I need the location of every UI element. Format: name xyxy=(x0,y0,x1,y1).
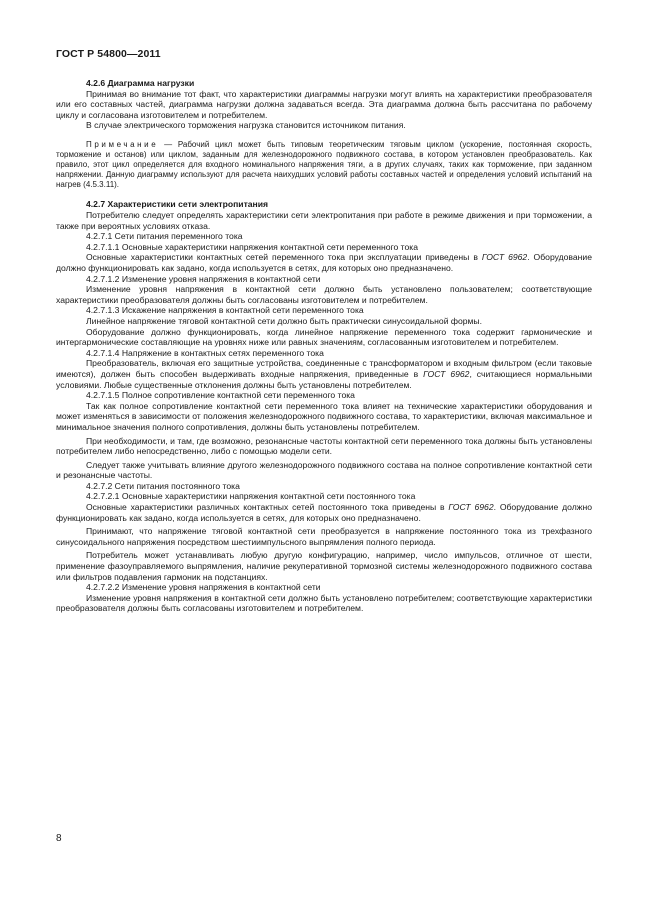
paragraph: Принимают, что напряжение тяговой контактной сети преобразуется в напряжение постоянного тока из трехфазного синусоидального напряжения посредством шестиимпульсного выпрямления полного периода. xyxy=(56,526,592,547)
section-title-4-2-6: 4.2.6 Диаграмма нагрузки xyxy=(86,78,195,88)
subsection-title: 4.2.7.1.2 Изменение уровня напряжения в контактной сети xyxy=(86,273,321,284)
note-paragraph xyxy=(56,140,592,190)
paragraph: Изменение уровня напряжения в контактной сети должно быть установлено пользователем; соответствующие характеристики преобразователя должны быть согласованы изготовителем и потребителем. xyxy=(56,284,592,305)
subsection-title: 4.2.7.1 Сети питания переменного тока xyxy=(86,231,243,242)
text-run: . Оборудование должно функционировать как задано, когда используется в сетях, для которых оно предназначено. xyxy=(56,252,593,273)
paragraph: В случае электрического торможения нагрузка становится источником питания. xyxy=(86,120,406,131)
standard-reference: ГОСТ 6962 xyxy=(448,502,494,513)
subsection-title: 4.2.7.1.4 Напряжение в контактных сетях переменного тока xyxy=(86,347,324,358)
paragraph xyxy=(56,252,592,273)
standard-reference: ГОСТ 6962 xyxy=(481,252,528,263)
page-number: 8 xyxy=(56,833,62,844)
text-run: Основные характеристики контактных сетей переменного тока при эксплуатации приведены в xyxy=(86,252,482,263)
text-run: , считающиеся нормальными условиями. Любые существенные отклонения должны быть установлены потребителем. xyxy=(56,368,592,390)
paragraph xyxy=(56,502,592,523)
paragraph: Принимая во внимание тот факт, что характеристики диаграммы нагрузки могут влиять на характеристики преобразователя или его составных частей, диаграмма нагрузки должна задаваться всегда. Эта диаграмма должна быть рассчитана по рабочему циклу и согласована изготовителем и потребителем. xyxy=(56,88,592,120)
note-text: — Рабочий цикл может быть типовым теоретическим тяговым циклом (ускорение, постоянная скорость, торможение и останов) или циклом, заданным для железнодорожного подвижного состава, в котором установлен преобразователь. Как правило, этот цикл определяется для входного номинального напряжения тяги, а в других случаях, таких как торможение, при заданном напряжении. Данную диаграмму используют для расчета наихудших условий работы составных частей и определения условий испытаний на нагрев (4.5.3.11). xyxy=(56,139,592,190)
paragraph: Потребитель может устанавливать любую другую конфигурацию, например, число импульсов, отличное от шести, применение фазоуправляемого выпрямления, наличие рекуперативной тормозной системы железнодорожного подвижного состава или фильтров подавления гармоник на подстанциях. xyxy=(56,550,592,582)
paragraph: Изменение уровня напряжения в контактной сети должно быть установлено потребителем; соответствующие характеристики преобразователя должны быть согласованы изготовителем и потребителем. xyxy=(56,592,592,614)
paragraph: Оборудование должно функционировать, когда линейное напряжение переменного тока содержит гармонические и интергармонические составляющие на уровнях ниже или равных значениям, согласованным изготовителем и потребителем. xyxy=(56,326,592,348)
subsection-title: 4.2.7.2 Сети питания постоянного тока xyxy=(86,480,240,491)
paragraph: Так как полное сопротивление контактной сети переменного тока влияет на технические характеристики оборудования и может изменяться в зависимости от положения железнодорожного подвижного состава, то характеристики, включая максимальное и минимальное значения полного сопротивления, должны быть установлены потребителем. xyxy=(56,400,592,432)
standard-reference: ГОСТ 6962 xyxy=(423,368,470,379)
subsection-title: 4.2.7.2.2 Изменение уровня напряжения в контактной сети xyxy=(86,582,321,593)
subsection-title: 4.2.7.1.1 Основные характеристики напряжения контактной сети переменного тока xyxy=(86,241,419,252)
paragraph: Потребителю следует определять характеристики сети электропитания при работе в режиме движения и при торможении, а также при вероятных условиях отказа. xyxy=(56,210,592,231)
note-label: Примечание xyxy=(86,139,159,149)
paragraph: При необходимости, и там, где возможно, резонансные частоты контактной сети переменного тока должны быть установлены потребителем либо непосредственно, либо с помощью модели сети. xyxy=(56,435,592,457)
paragraph: Линейное напряжение тяговой контактной сети должно быть практически синусоидальной формы. xyxy=(86,315,482,326)
paragraph: Следует также учитывать влияние другого железнодорожного подвижного состава на полное сопротивление контактной сети и резонансные частоты. xyxy=(56,459,592,481)
section-title-4-2-7: 4.2.7 Характеристики сети электропитания xyxy=(86,199,269,210)
document-header: ГОСТ Р 54800—2011 xyxy=(56,48,161,60)
paragraph xyxy=(56,358,592,390)
subsection-title: 4.2.7.1.3 Искажение напряжения в контактной сети переменного тока xyxy=(86,305,364,316)
text-run: Основные характеристики различных контактных сетей постоянного тока приведены в xyxy=(86,502,449,513)
subsection-title: 4.2.7.2.1 Основные характеристики напряжения контактной сети постоянного тока xyxy=(86,491,416,502)
subsection-title: 4.2.7.1.5 Полное сопротивление контактной сети переменного тока xyxy=(86,390,355,401)
page-body xyxy=(56,78,592,614)
text-run: Преобразователь, включая его защитные устройства, соединенные с трансформатором и входным фильтром (если таковые имеются), должен быть способен выдерживать входные напряжения, приведенные в xyxy=(56,358,592,379)
text-run: . Оборудование должно функционировать как задано, когда используется в сетях, для которых оно предназначено. xyxy=(56,502,592,523)
